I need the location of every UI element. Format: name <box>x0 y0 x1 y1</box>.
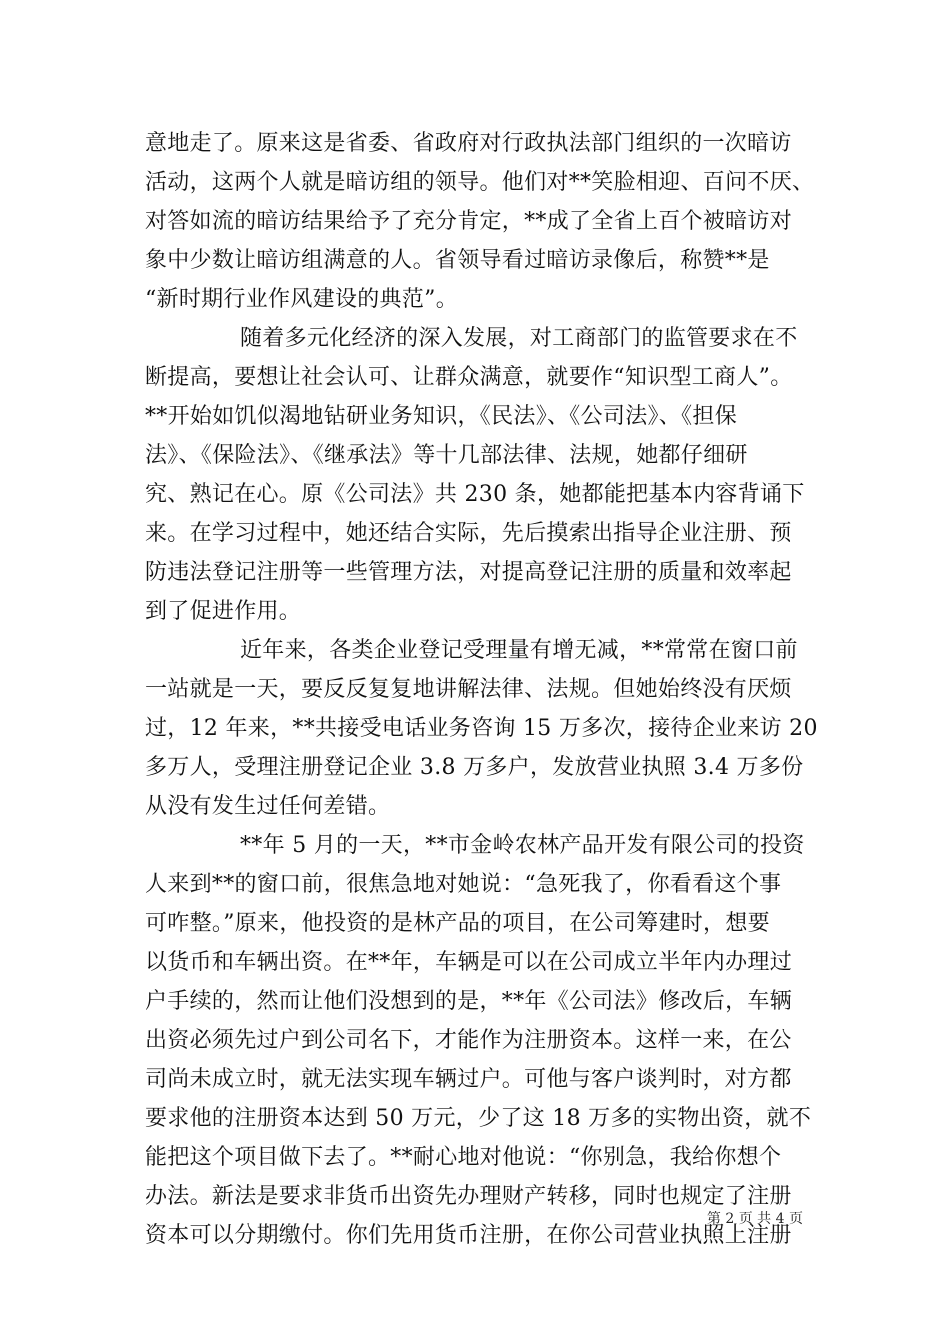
paragraph-1 <box>145 124 815 319</box>
text-line: 能把这个项目做下去了。**耐心地对他说：“你别急，我给你想个 <box>145 1145 782 1170</box>
text-line: **年 5 月的一天，**市金岭农林产品开发有限公司的投资 <box>240 833 805 858</box>
text-line: 意地走了。原来这是省委、省政府对行政执法部门组织的一次暗访 <box>145 131 792 156</box>
page-number-footer: 第 2 页 共 4 页 <box>706 1211 803 1227</box>
text-line: 近年来，各类企业登记受理量有增无减，**常常在窗口前 <box>240 638 798 663</box>
text-line: 来。在学习过程中，她还结合实际，先后摸索出指导企业注册、预 <box>145 521 792 546</box>
paragraph-3 <box>145 631 818 826</box>
text-line: 活动，这两个人就是暗访组的领导。他们对**笑脸相迎、百问不厌、 <box>145 170 815 195</box>
text-line: 要求他的注册资本达到 50 万元，少了这 18 万多的实物出资，就不 <box>145 1106 812 1131</box>
text-line: 出资必须先过户到公司名下，才能作为注册资本。这样一来，在公 <box>145 1028 792 1053</box>
text-line: 过，12 年来，**共接受电话业务咨询 15 万多次，接待企业来访 20 <box>145 716 818 741</box>
paragraph-2 <box>145 319 809 631</box>
text-line: **开始如饥似渴地钻研业务知识，《民法》、《公司法》、《担保 <box>145 404 738 429</box>
text-line: 法》、《保险法》、《继承法》等十几部法律、法规，她都仔细研 <box>145 443 748 468</box>
text-line: 到了促进作用。 <box>145 599 302 624</box>
text-line: 可咋整。”原来，他投资的是林产品的项目，在公司筹建时，想要 <box>145 911 770 936</box>
document-body <box>145 124 818 1255</box>
text-line: “新时期行业作风建设的典范”。 <box>145 287 458 312</box>
text-line: 多万人，受理注册登记企业 3.8 万多户，发放营业执照 3.4 万多份 <box>145 755 804 780</box>
text-line: 断提高，要想让社会认可、让群众满意，就要作“知识型工商人”。 <box>145 365 793 390</box>
text-line: 户手续的，然而让他们没想到的是，**年《公司法》修改后，车辆 <box>145 989 793 1014</box>
text-line: 以货币和车辆出资。在**年，车辆是可以在公司成立半年内办理过 <box>145 950 793 975</box>
text-line: 办法。新法是要求非货币出资先办理财产转移，同时也规定了注册 <box>145 1184 792 1209</box>
text-line: 对答如流的暗访结果给予了充分肯定，**成了全省上百个被暗访对 <box>145 209 793 234</box>
text-line: 人来到**的窗口前，很焦急地对她说：“急死我了，你看看这个事 <box>145 872 782 897</box>
text-line: 防违法登记注册等一些管理方法，对提高登记注册的质量和效率起 <box>145 560 792 585</box>
text-line: 从没有发生过任何差错。 <box>145 794 391 819</box>
paragraph-4 <box>145 826 812 1255</box>
text-line: 究、熟记在心。原《公司法》共 230 条，她都能把基本内容背诵下 <box>145 482 805 507</box>
text-line: 司尚未成立时，就无法实现车辆过户。可他与客户谈判时，对方都 <box>145 1067 792 1092</box>
text-line: 资本可以分期缴付。你们先用货币注册，在你公司营业执照上注册 <box>145 1223 792 1248</box>
text-line: 一站就是一天，要反反复复地讲解法律、法规。但她始终没有厌烦 <box>145 677 792 702</box>
text-line: 象中少数让暗访组满意的人。省领导看过暗访录像后，称赞**是 <box>145 248 770 273</box>
text-line: 随着多元化经济的深入发展，对工商部门的监管要求在不 <box>240 326 798 351</box>
